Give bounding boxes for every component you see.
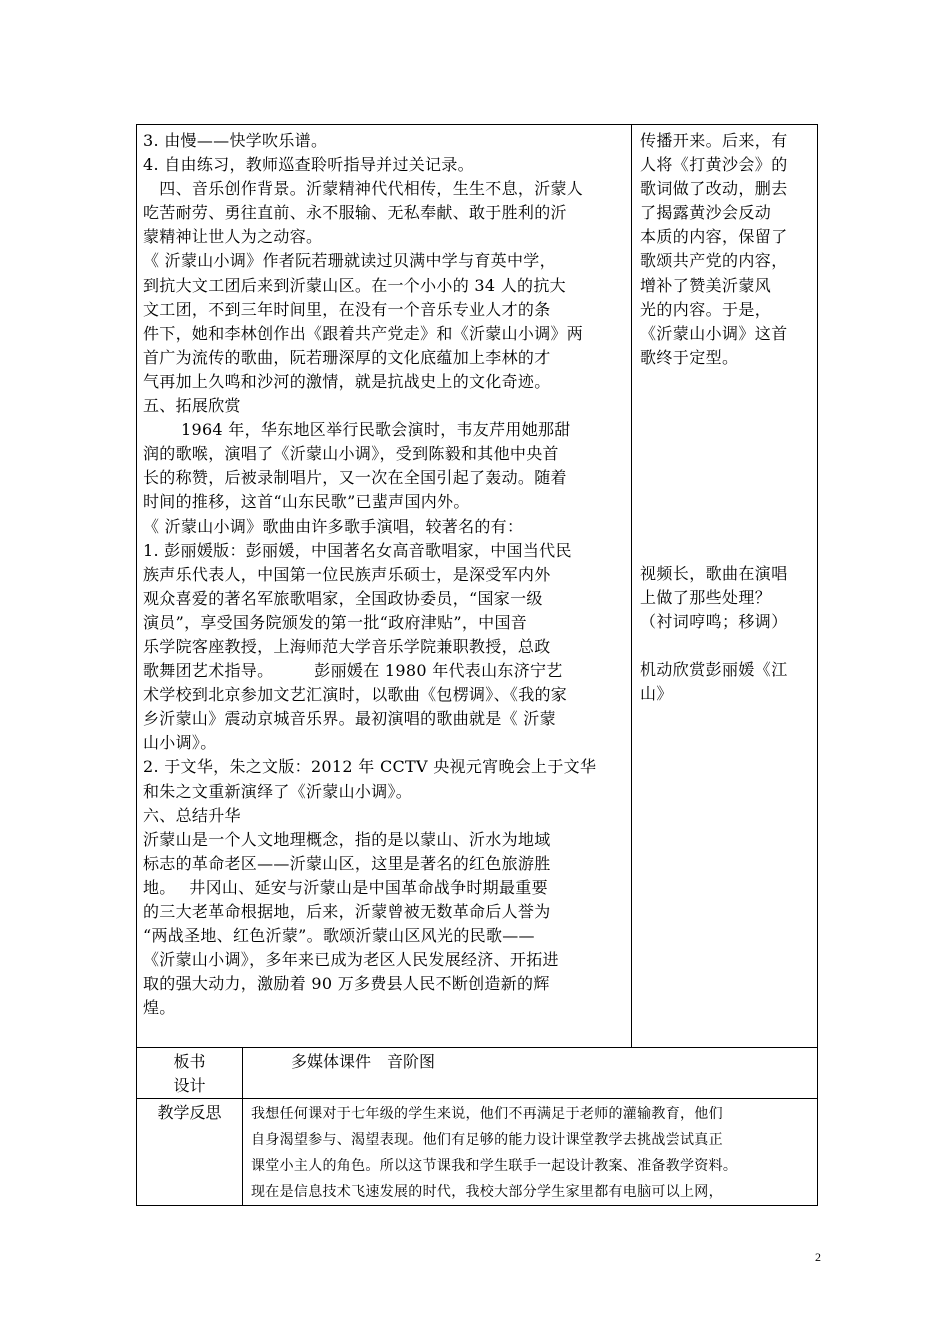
reflection-lines-line: 课堂小主人的角色。所以这节课我和学生联手一起设计教案、准备教学资料。 — [251, 1158, 738, 1174]
reflection-label-text: 教学反思 — [157, 1103, 222, 1122]
main-lines-line: 文工团，不到三年时间里，在没有一个音乐专业人才的条 — [143, 299, 551, 319]
main-lines-line: 1. 彭丽媛版：彭丽媛，中国著名女高音歌唱家，中国当代民 — [143, 540, 572, 560]
board-design-row — [137, 1048, 818, 1099]
main-lines-line: “两战圣地、红色沂蒙”。歌颂沂蒙山区风光的民歌—— — [143, 926, 535, 946]
main-lines-line: 观众喜爱的著名军旅歌唱家，全国政协委员，“国家一级 — [143, 588, 543, 608]
board-content-text: 多媒体课件 音阶图 — [291, 1052, 436, 1071]
main-lines-line: 的三大老革命根据地，后来，沂蒙曾被无数革命后人誉为 — [143, 902, 551, 921]
main-lines-line: 五、拓展欣赏 — [143, 396, 241, 416]
board-label-line2: 设计 — [173, 1076, 206, 1095]
side-2-line: （衬词哼鸣；移调） — [640, 612, 788, 632]
design-note-extra — [640, 658, 811, 706]
teaching-process-cell — [137, 125, 632, 1048]
main-lines-line: 3. 由慢——快学吹乐谱。 — [143, 131, 328, 150]
reflection-row — [137, 1099, 818, 1206]
side-1-line: 歌终于定型。 — [640, 347, 739, 367]
main-lines-line: 4. 自由练习，教师巡查聆听指导并过关记录。 — [143, 155, 474, 175]
main-lines-line: 取的强大动力，激励着 90 万多费县人民不断创造新的辉 — [143, 974, 550, 994]
side-2-line: 上做了那些处理？ — [640, 588, 772, 608]
side-1-line: 光的内容。于是， — [640, 299, 772, 319]
reflection-text — [251, 1101, 811, 1205]
main-lines-line: 标志的革命老区——沂蒙山区，这里是著名的红色旅游胜 — [143, 853, 551, 873]
side-3-line: 机动欣赏彭丽媛《江 — [640, 660, 788, 680]
main-lines-line: 1964 年，华东地区举行民歌会演时，韦友芹用她那甜 — [143, 420, 571, 440]
main-lines-line: 乐学院客座教授，上海师范大学音乐学院兼职教授，总政 — [143, 636, 551, 656]
side-1-line: 本质的内容，保留了 — [640, 227, 788, 247]
main-lines-line: 吃苦耐劳、勇往直前、永不服输、无私奉献、敢于胜利的沂 — [143, 203, 567, 223]
design-note-video — [640, 562, 811, 634]
side-2-line: 视频长，歌曲在演唱 — [640, 563, 788, 583]
side-1-line: 歌词做了改动，删去 — [640, 179, 788, 199]
main-lines-line: 时间的推移，这首“山东民歌”已蜚声国内外。 — [143, 492, 470, 512]
main-lines-line: 件下，她和李林创作出《跟着共产党走》和《沂蒙山小调》两 — [143, 323, 584, 343]
board-design-label — [137, 1048, 243, 1099]
side-1-line: 了揭露黄沙会反动 — [640, 203, 772, 223]
main-lines-line: 煌。 — [143, 998, 176, 1018]
side-1-line: 歌颂共产党的内容， — [640, 251, 788, 271]
side-1-line: 人将《打黄沙会》的 — [640, 155, 788, 175]
main-lines-line: 沂蒙山是一个人文地理概念，指的是以蒙山、沂水为地域 — [143, 829, 551, 849]
main-lines-line: 蒙精神让世人为之动容。 — [143, 227, 323, 247]
reflection-content — [243, 1099, 818, 1206]
main-lines-line: 气再加上久鸣和沙河的激情，就是抗战史上的文化奇迹。 — [143, 371, 551, 391]
main-lines-line: 2. 于文华，朱之文版：2012 年 CCTV 央视元宵晚会上于文华 — [143, 757, 597, 777]
reflection-lines-line: 自身渴望参与、渴望表现。他们有足够的能力设计课堂教学去挑战尝试真正 — [251, 1132, 723, 1148]
main-lines-line: 润的歌喉，演唱了《沂蒙山小调》，受到陈毅和其他中央首 — [143, 444, 559, 464]
main-lines-line: 地。 井冈山、延安与沂蒙山是中国革命战争时期最重要 — [143, 877, 548, 897]
reflection-lines-line: 现在是信息技术飞速发展的时代，我校大部分学生家里都有电脑可以上网， — [251, 1184, 723, 1200]
side-1-line: 《沂蒙山小调》这首 — [640, 323, 788, 343]
side-3-line: 山》 — [640, 684, 673, 704]
design-note-origin — [640, 129, 811, 370]
main-lines-line: 首广为流传的歌曲，阮若珊深厚的文化底蕴加上李林的才 — [143, 347, 551, 367]
side-1-line: 增补了赞美沂蒙风 — [640, 275, 772, 295]
board-design-content — [243, 1048, 818, 1099]
main-lines-line: 《沂蒙山小调》，多年来已成为老区人民发展经济、开拓进 — [143, 950, 559, 970]
main-lines-line: 四、音乐创作背景。沂蒙精神代代相传，生生不息，沂蒙人 — [143, 179, 584, 199]
teaching-process-row — [137, 125, 818, 1048]
main-lines-line: 术学校到北京参加文艺汇演时，以歌曲《包楞调》、《我的家 — [143, 685, 568, 705]
main-lines-line: 《 沂蒙山小调》作者阮若珊就读过贝满中学与育英中学， — [143, 251, 556, 271]
side-1-line: 传播开来。后来，有 — [640, 131, 788, 150]
main-lines-line: 到抗大文工团后来到沂蒙山区。在一个小小的 34 人的抗大 — [143, 275, 566, 295]
board-label-line1: 板书 — [173, 1052, 206, 1071]
reflection-lines-line: 我想任何课对于七年级的学生来说，他们不再满足于老师的灌输教育，他们 — [251, 1106, 723, 1122]
main-lines-line: 族声乐代表人，中国第一位民族声乐硕士，是深受军内外 — [143, 564, 551, 584]
reflection-label — [137, 1099, 243, 1206]
page-number: 2 — [815, 1250, 821, 1264]
main-lines-line: 《 沂蒙山小调》歌曲由许多歌手演唱，较著名的有： — [143, 516, 524, 536]
main-lines-line: 长的称赞，后被录制唱片，又一次在全国引起了轰动。随着 — [143, 468, 567, 488]
main-lines-line: 乡沂蒙山》震动京城音乐界。最初演唱的歌曲就是《 沂蒙 — [143, 709, 556, 729]
main-lines-line: 山小调》。 — [143, 733, 217, 753]
main-lines-line: 和朱之文重新演绎了《沂蒙山小调》。 — [143, 781, 413, 801]
main-lines-line: 演员”，享受国务院颁发的第一批“政府津贴”，中国音 — [143, 612, 528, 632]
main-lines-line: 歌舞团艺术指导。 彭丽媛在 1980 年代表山东济宁艺 — [143, 661, 563, 681]
main-text — [143, 129, 625, 1020]
design-notes-cell — [632, 125, 818, 1048]
main-lines-line: 六、总结升华 — [143, 805, 241, 825]
lesson-plan-table — [136, 124, 818, 1206]
